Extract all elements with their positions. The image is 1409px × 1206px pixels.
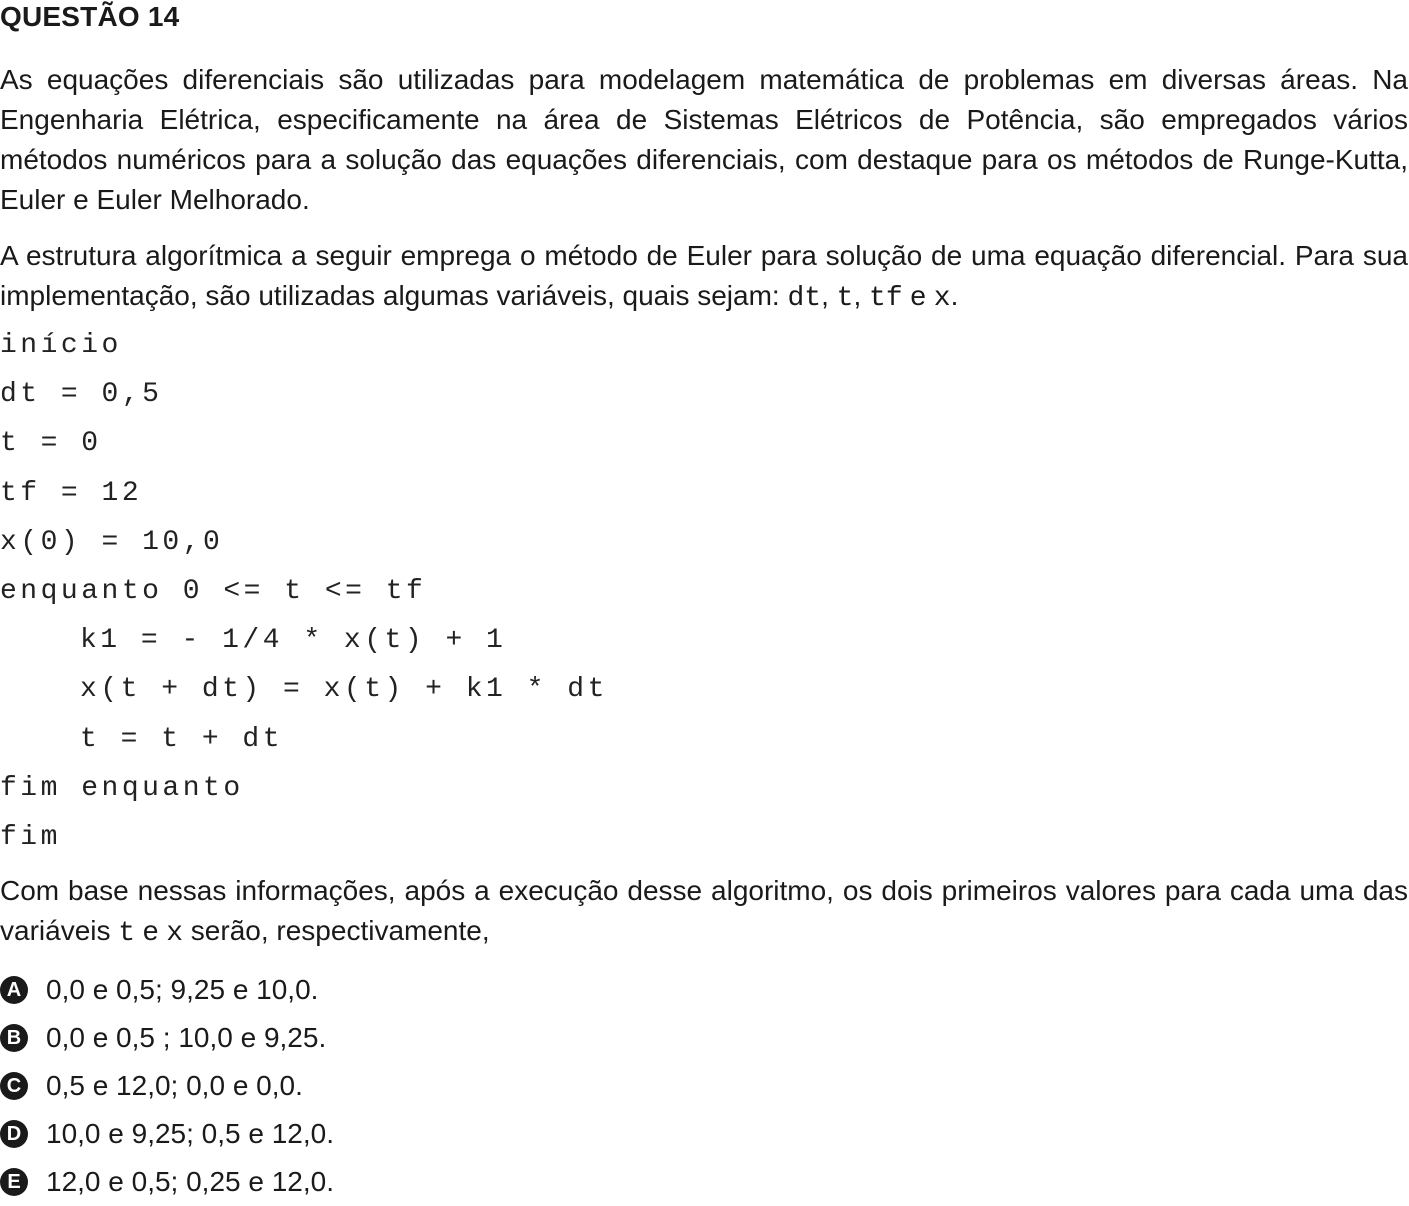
question-prompt: Com base nessas informações, após a execução desse algoritmo, os dois primeiros valores para cada uma das variáveis t e x serão, respectivamente, [0, 875, 1408, 949]
option-a[interactable] [0, 966, 334, 1014]
intro-paragraph: As equações diferenciais são utilizadas para modelagem matemática de problemas em diversas áreas. Na Engenharia Elétrica, especificamente na área de Sistemas Elétricos de Potência, são empregados vários métodos numéricos para a solução das equações diferenciais, com destaque para os métodos de Runge-Kutta, Euler e Euler Melhorado. [0, 64, 1408, 215]
option-e[interactable] [0, 1158, 334, 1206]
variable-x: x [933, 283, 951, 314]
code-line-enquanto: enquanto 0 <= t <= tf [0, 575, 427, 607]
option-d-text: 10,0 e 9,25; 0,5 e 12,0. [46, 1118, 335, 1149]
option-a-text: 0,0 e 0,5; 9,25 e 10,0. [46, 974, 319, 1005]
code-line-tf: tf = 12 [0, 477, 143, 509]
code-line-x0: x(0) = 10,0 [0, 526, 224, 558]
algorithm-description: A estrutura algorítmica a seguir emprega o método de Euler para solução de uma equação diferencial. Para sua implementação, são utilizadas algumas variáveis, quais sejam: dt, t, tf e x. [0, 240, 1408, 314]
variable-t: t [836, 283, 854, 314]
code-line-t: t = 0 [0, 428, 102, 460]
option-b-text: 0,0 e 0,5 ; 10,0 e 9,25. [46, 1022, 327, 1053]
code-line-t-update: t = t + dt [80, 723, 284, 755]
option-b-letter-icon: B [0, 1024, 28, 1052]
variable-dt: dt [787, 283, 822, 314]
question-title: QUESTÃO 14 [0, 1, 180, 32]
option-e-text: 12,0 e 0,5; 0,25 e 12,0. [46, 1166, 335, 1197]
variable-t: t [118, 918, 136, 949]
code-line-k1: k1 = - 1/4 * x(t) + 1 [80, 625, 507, 657]
option-d[interactable] [0, 1110, 334, 1158]
answer-options [0, 966, 334, 1206]
code-line-x-update: x(t + dt) = x(t) + k1 * dt [80, 674, 608, 706]
option-e-letter-icon: E [0, 1168, 28, 1196]
option-b[interactable] [0, 1014, 334, 1062]
option-c-text: 0,5 e 12,0; 0,0 e 0,0. [46, 1070, 303, 1101]
option-d-letter-icon: D [0, 1120, 28, 1148]
code-line-fim-enquanto: fim enquanto [0, 772, 244, 804]
variable-x: x [166, 918, 184, 949]
code-line-dt: dt = 0,5 [0, 379, 163, 411]
option-c-letter-icon: C [0, 1072, 28, 1100]
option-a-letter-icon: A [0, 976, 28, 1004]
variable-tf: tf [869, 283, 903, 314]
option-c[interactable] [0, 1062, 334, 1110]
code-line-fim: fim [0, 821, 61, 853]
code-line-inicio: início [0, 330, 122, 361]
algorithm-code-block [0, 326, 608, 867]
